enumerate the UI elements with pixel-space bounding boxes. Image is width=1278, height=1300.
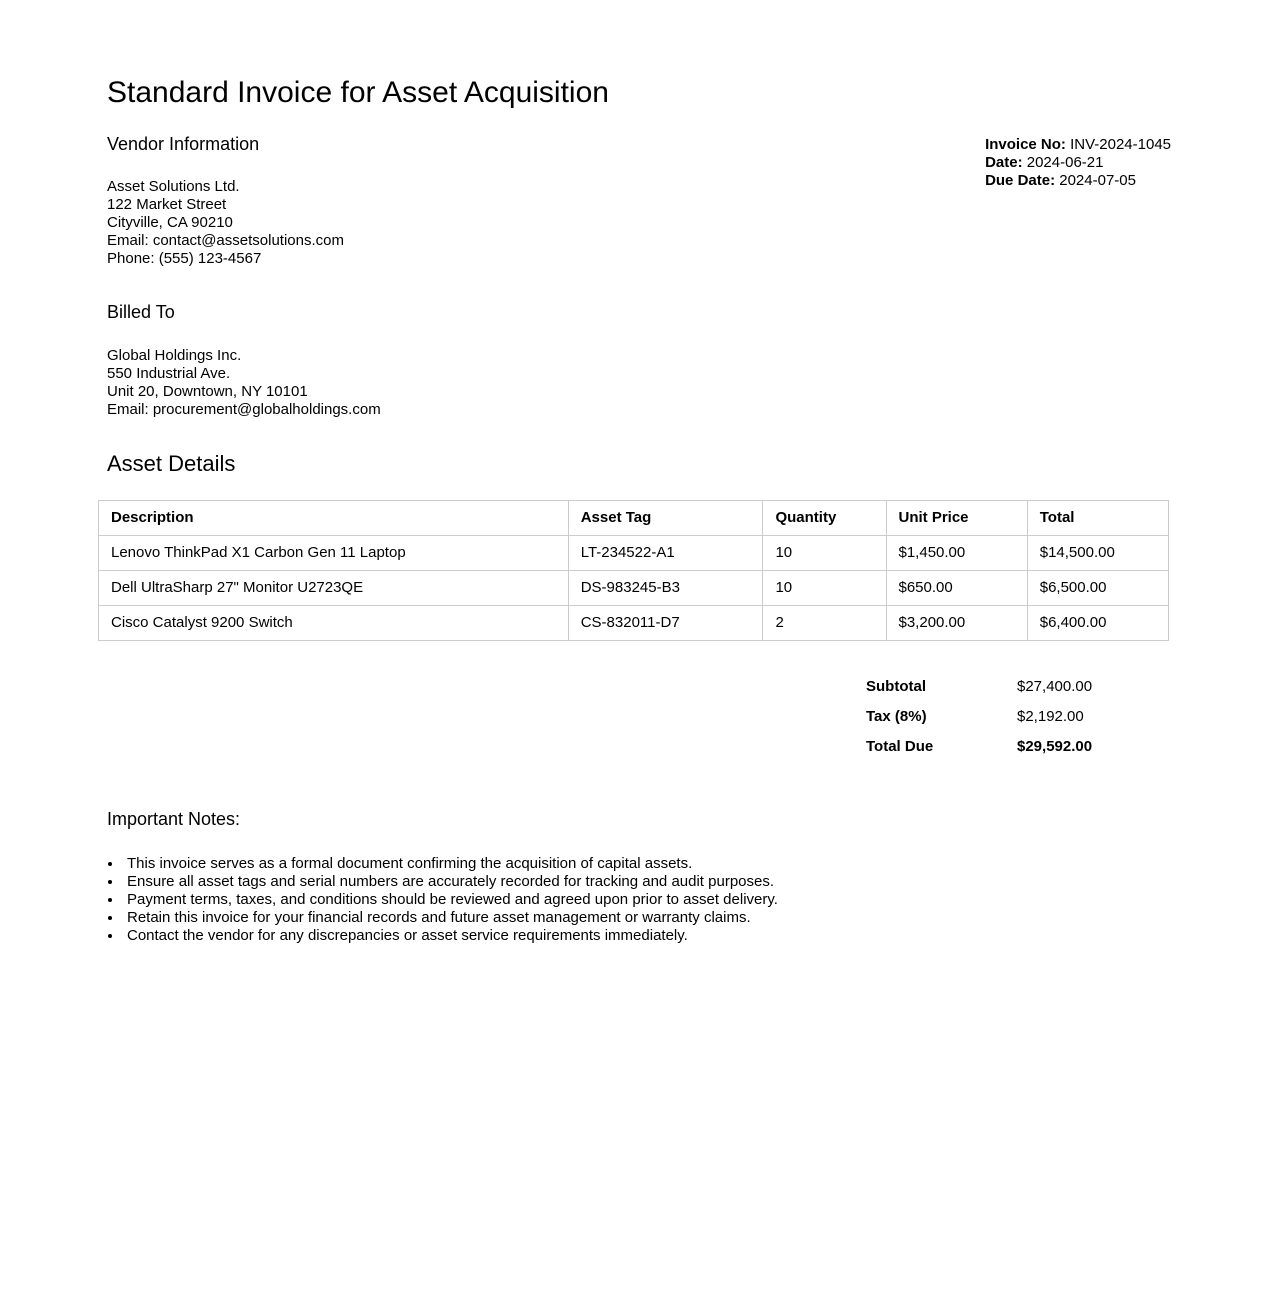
billed-to-heading: Billed To (107, 302, 175, 323)
cell-total: $14,500.00 (1027, 536, 1168, 571)
invoice-date-value: 2024-06-21 (1026, 153, 1104, 171)
table-row (99, 606, 1169, 641)
page-title: Standard Invoice for Asset Acquisition (107, 76, 609, 109)
column-header-unit-price: Unit Price (886, 501, 1027, 536)
invoice-meta (985, 136, 1171, 190)
invoice-date-row (985, 154, 1171, 172)
cell-description: Lenovo ThinkPad X1 Carbon Gen 11 Laptop (99, 536, 569, 571)
vendor-section (107, 134, 344, 269)
column-header-asset-tag: Asset Tag (568, 501, 763, 536)
list-item: • Ensure all asset tags and serial numbers are accurately recorded for tracking and audit purposes. (123, 873, 1171, 891)
invoice-due-date-value: 2024-07-05 (1059, 171, 1136, 189)
tax-value: $2,192.00 (1017, 708, 1084, 726)
billed-to-section (107, 302, 1171, 419)
column-header-description: Description (99, 501, 569, 536)
invoice-number-row (985, 136, 1171, 154)
subtotal-row (866, 678, 1171, 696)
vendor-email: Email: contact@assetsolutions.com (107, 232, 344, 250)
notes-list (107, 855, 1171, 945)
billed-to-city: Unit 20, Downtown, NY 10101 (107, 382, 308, 400)
cell-description: Dell UltraSharp 27" Monitor U2723QE (99, 571, 569, 606)
vendor-address (107, 178, 344, 268)
billed-to-email: Email: procurement@globalholdings.com (107, 400, 381, 418)
cell-unit-price: $650.00 (886, 571, 1027, 606)
column-header-quantity: Quantity (763, 501, 886, 536)
tax-row (866, 708, 1171, 726)
list-item: • Contact the vendor for any discrepancies or asset service requirements immediately. (123, 927, 1171, 945)
subtotal-label: Subtotal (866, 678, 926, 696)
vendor-city: Cityville, CA 90210 (107, 214, 233, 232)
cell-quantity: 10 (763, 571, 886, 606)
invoice-date-label: Date: (985, 153, 1023, 171)
list-item: • This invoice serves as a formal document confirming the acquisition of capital assets. (123, 855, 1171, 873)
tax-label: Tax (8%) (866, 708, 927, 726)
cell-total: $6,400.00 (1027, 606, 1168, 641)
total-due-row (866, 738, 1171, 756)
important-notes-section (107, 809, 1171, 945)
invoice-due-date-row (985, 172, 1171, 190)
cell-quantity: 2 (763, 606, 886, 641)
cell-total: $6,500.00 (1027, 571, 1168, 606)
invoice-number-value: INV-2024-1045 (1070, 135, 1171, 153)
table-row (99, 571, 1169, 606)
cell-unit-price: $1,450.00 (886, 536, 1027, 571)
list-item: • Payment terms, taxes, and conditions should be reviewed and agreed upon prior to asset delivery. (123, 891, 1171, 909)
list-item: • Retain this invoice for your financial records and future asset management or warranty claims. (123, 909, 1171, 927)
important-notes-heading: Important Notes: (107, 809, 241, 830)
table-header-row (99, 501, 1169, 536)
invoice-due-date-label: Due Date: (985, 171, 1056, 189)
total-due-value: $29,592.00 (1017, 738, 1093, 756)
cell-asset-tag: DS-983245-B3 (568, 571, 763, 606)
billed-to-street: 550 Industrial Ave. (107, 364, 231, 382)
billed-to-name: Global Holdings Inc. (107, 346, 242, 364)
column-header-total: Total (1027, 501, 1168, 536)
billed-to-address (107, 347, 1171, 419)
asset-details-heading: Asset Details (107, 450, 236, 476)
cell-description: Cisco Catalyst 9200 Switch (99, 606, 569, 641)
invoice-number-label: Invoice No: (985, 135, 1066, 153)
table-row (99, 536, 1169, 571)
header-row (107, 134, 1171, 269)
vendor-name: Asset Solutions Ltd. (107, 178, 240, 196)
totals-summary (866, 678, 1171, 756)
total-due-label: Total Due (866, 738, 934, 756)
vendor-heading: Vendor Information (107, 133, 260, 154)
vendor-street: 122 Market Street (107, 196, 227, 214)
cell-asset-tag: LT-234522-A1 (568, 536, 763, 571)
cell-asset-tag: CS-832011-D7 (568, 606, 763, 641)
cell-unit-price: $3,200.00 (886, 606, 1027, 641)
asset-details-table (98, 500, 1169, 641)
cell-quantity: 10 (763, 536, 886, 571)
subtotal-value: $27,400.00 (1017, 678, 1093, 696)
vendor-phone: Phone: (555) 123-4567 (107, 250, 262, 268)
